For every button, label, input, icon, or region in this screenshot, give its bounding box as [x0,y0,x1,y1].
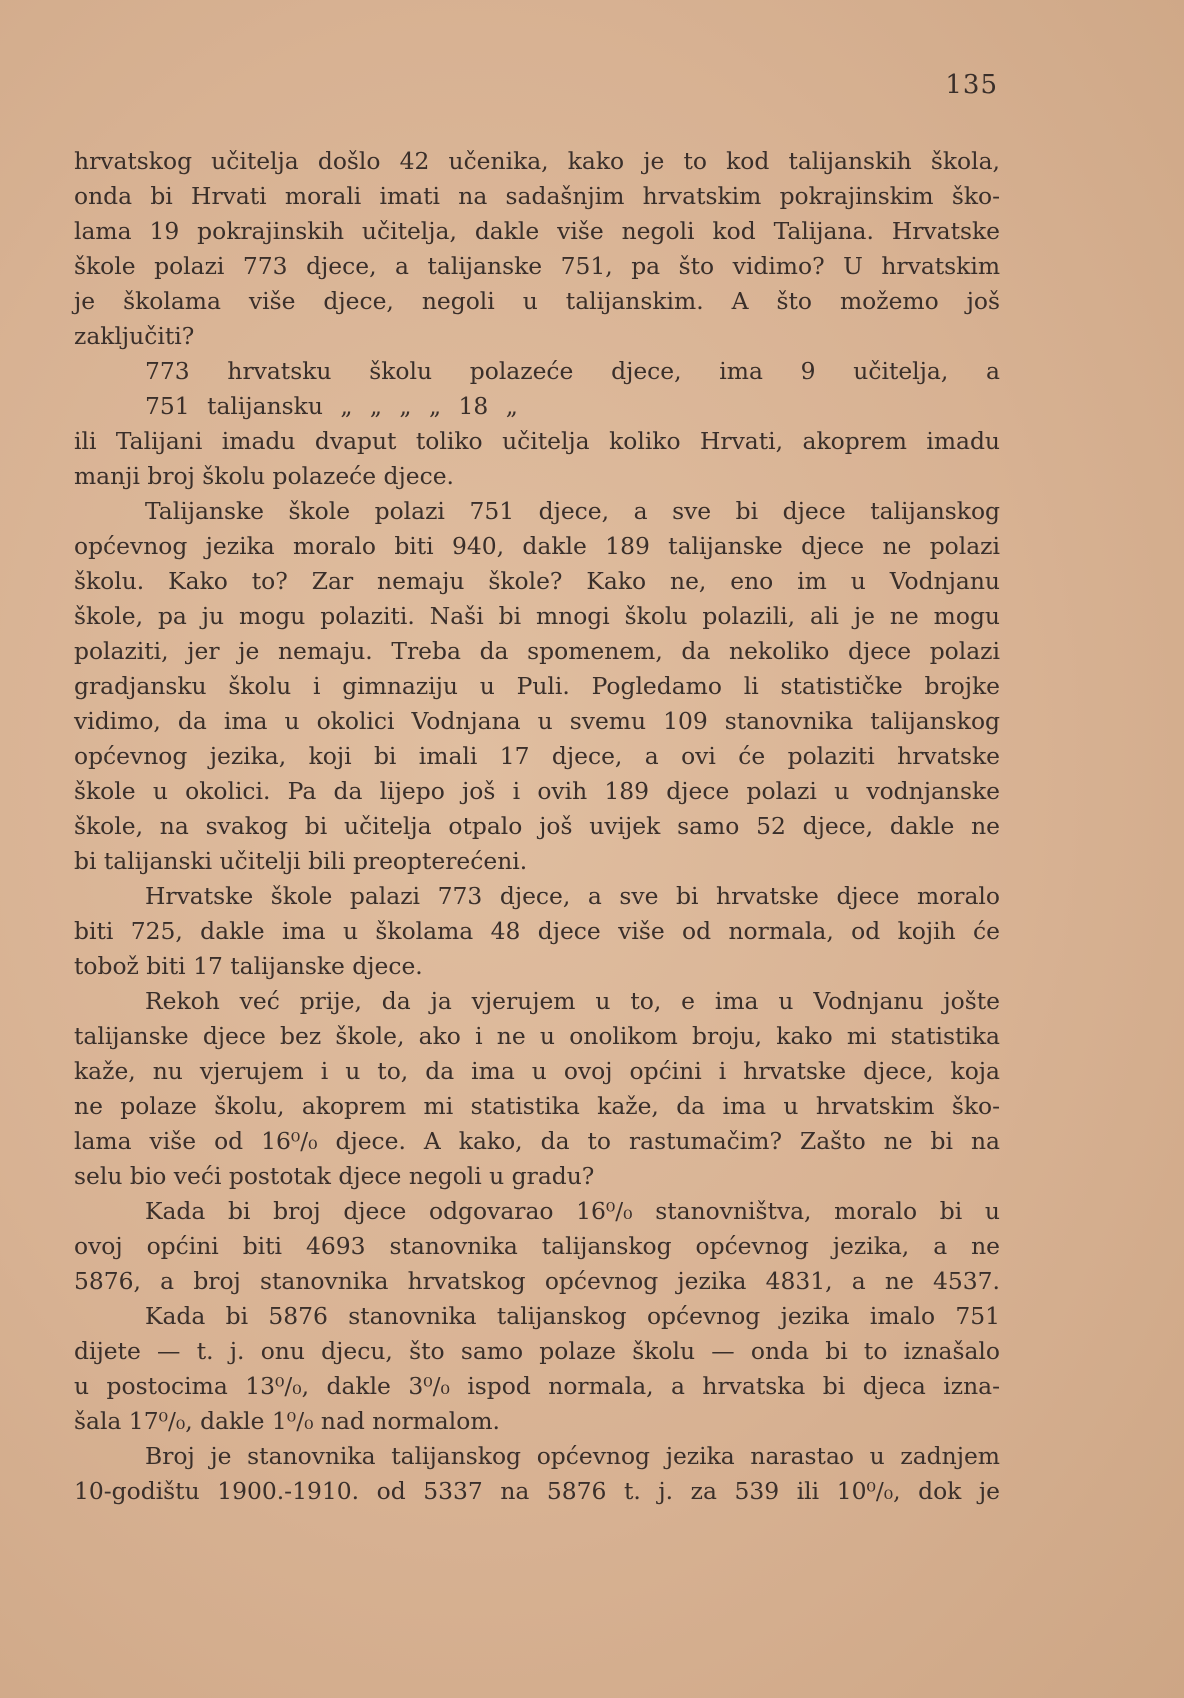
text-line: ovoj općini biti 4693 stanovnika talijanskog općevnog jezika, a ne [74,1232,1000,1260]
text-line: polaziti, jer je nemaju. Treba da spomenem, da nekoliko djece polazi [74,637,1000,665]
text-line: Kada bi 5876 stanovnika talijanskog općevnog jezika imalo 751 [145,1302,1000,1330]
text-line: 5876, a broj stanovnika hrvatskog općevnog jezika 4831, a ne 4537. [74,1267,1000,1295]
text-line: bi talijanski učitelji bili preopterećeni. [74,847,528,875]
text-line: škole, na svakog bi učitelja otpalo još uvijek samo 52 djece, dakle ne [74,812,1000,840]
text-line: lama 19 pokrajinskih učitelja, dakle više negoli kod Talijana. Hrvatske [74,217,1000,245]
text-line: dijete — t. j. onu djecu, što samo polaze školu — onda bi to iznašalo [74,1337,1000,1365]
text-line: zaključiti? [74,322,195,350]
text-line: Hrvatske škole palazi 773 djece, a sve bi hrvatske djece moralo [145,882,1000,910]
text-line: talijanske djece bez škole, ako i ne u onolikom broju, kako mi statistika [74,1022,1000,1050]
body-text [74,144,1000,1509]
text-line: općevnog jezika, koji bi imali 17 djece, a ovi će polaziti hrvatske [74,742,1000,770]
text-line: Talijanske škole polazi 751 djece, a sve bi djece talijanskog [145,497,1000,525]
text-line: biti 725, dakle ima u školama 48 djece više od normala, od kojih će [74,917,1000,945]
text-line: vidimo, da ima u okolici Vodnjana u svemu 109 stanovnika talijanskog [74,707,1000,735]
page-number: 135 [945,70,998,100]
text-line: onda bi Hrvati morali imati na sadašnjim hrvatskim pokrajinskim ško- [74,182,1000,210]
text-line: ne polaze školu, akoprem mi statistika kaže, da ima u hrvatskim ško- [74,1092,1000,1120]
text-line: je školama više djece, negoli u talijanskim. A što možemo još [74,287,1000,315]
text-line: hrvatskog učitelja došlo 42 učenika, kako je to kod talijanskih škola, [74,147,1000,175]
text-line: šala 17⁰/₀, dakle 1⁰/₀ nad normalom. [74,1407,500,1435]
text-line: 10-godištu 1900.-1910. od 5337 na 5876 t. j. za 539 ili 10⁰/₀, dok je [74,1477,1000,1505]
text-line: Rekoh već prije, da ja vjerujem u to, e ima u Vodnjanu jošte [145,987,1000,1015]
text-line: gradjansku školu i gimnaziju u Puli. Pogledamo li statističke brojke [74,672,1000,700]
text-line: u postocima 13⁰/₀, dakle 3⁰/₀ ispod normala, a hrvatska bi djeca izna- [74,1372,1000,1400]
text-line: lama više od 16⁰/₀ djece. A kako, da to rastumačim? Zašto ne bi na [74,1127,1000,1155]
text-line: škole polazi 773 djece, a talijanske 751, pa što vidimo? U hrvatskim [74,252,1000,280]
text-line: škole, pa ju mogu polaziti. Naši bi mnogi školu polazili, ali je ne mogu [74,602,1000,630]
text-line: 751 talijansku „ „ „ „ 18 „ [145,392,518,420]
text-line: selu bio veći postotak djece negoli u gradu? [74,1162,595,1190]
text-line: 773 hrvatsku školu polazeće djece, ima 9 učitelja, a [145,357,1000,385]
text-line: kaže, nu vjerujem i u to, da ima u ovoj općini i hrvatske djece, koja [74,1057,1000,1085]
text-line: tobož biti 17 talijanske djece. [74,952,423,980]
text-line: ili Talijani imadu dvaput toliko učitelja koliko Hrvati, akoprem imadu [74,427,1000,455]
text-line: Broj je stanovnika talijanskog općevnog jezika narastao u zadnjem [145,1442,1000,1470]
text-line: manji broj školu polazeće djece. [74,462,454,490]
text-line: škole u okolici. Pa da lijepo još i ovih 189 djece polazi u vodnjanske [74,777,1000,805]
text-line: školu. Kako to? Zar nemaju škole? Kako ne, eno im u Vodnjanu [74,567,1000,595]
text-line: općevnog jezika moralo biti 940, dakle 189 talijanske djece ne polazi [74,532,1000,560]
text-line: Kada bi broj djece odgovarao 16⁰/₀ stanovništva, moralo bi u [145,1197,1000,1225]
